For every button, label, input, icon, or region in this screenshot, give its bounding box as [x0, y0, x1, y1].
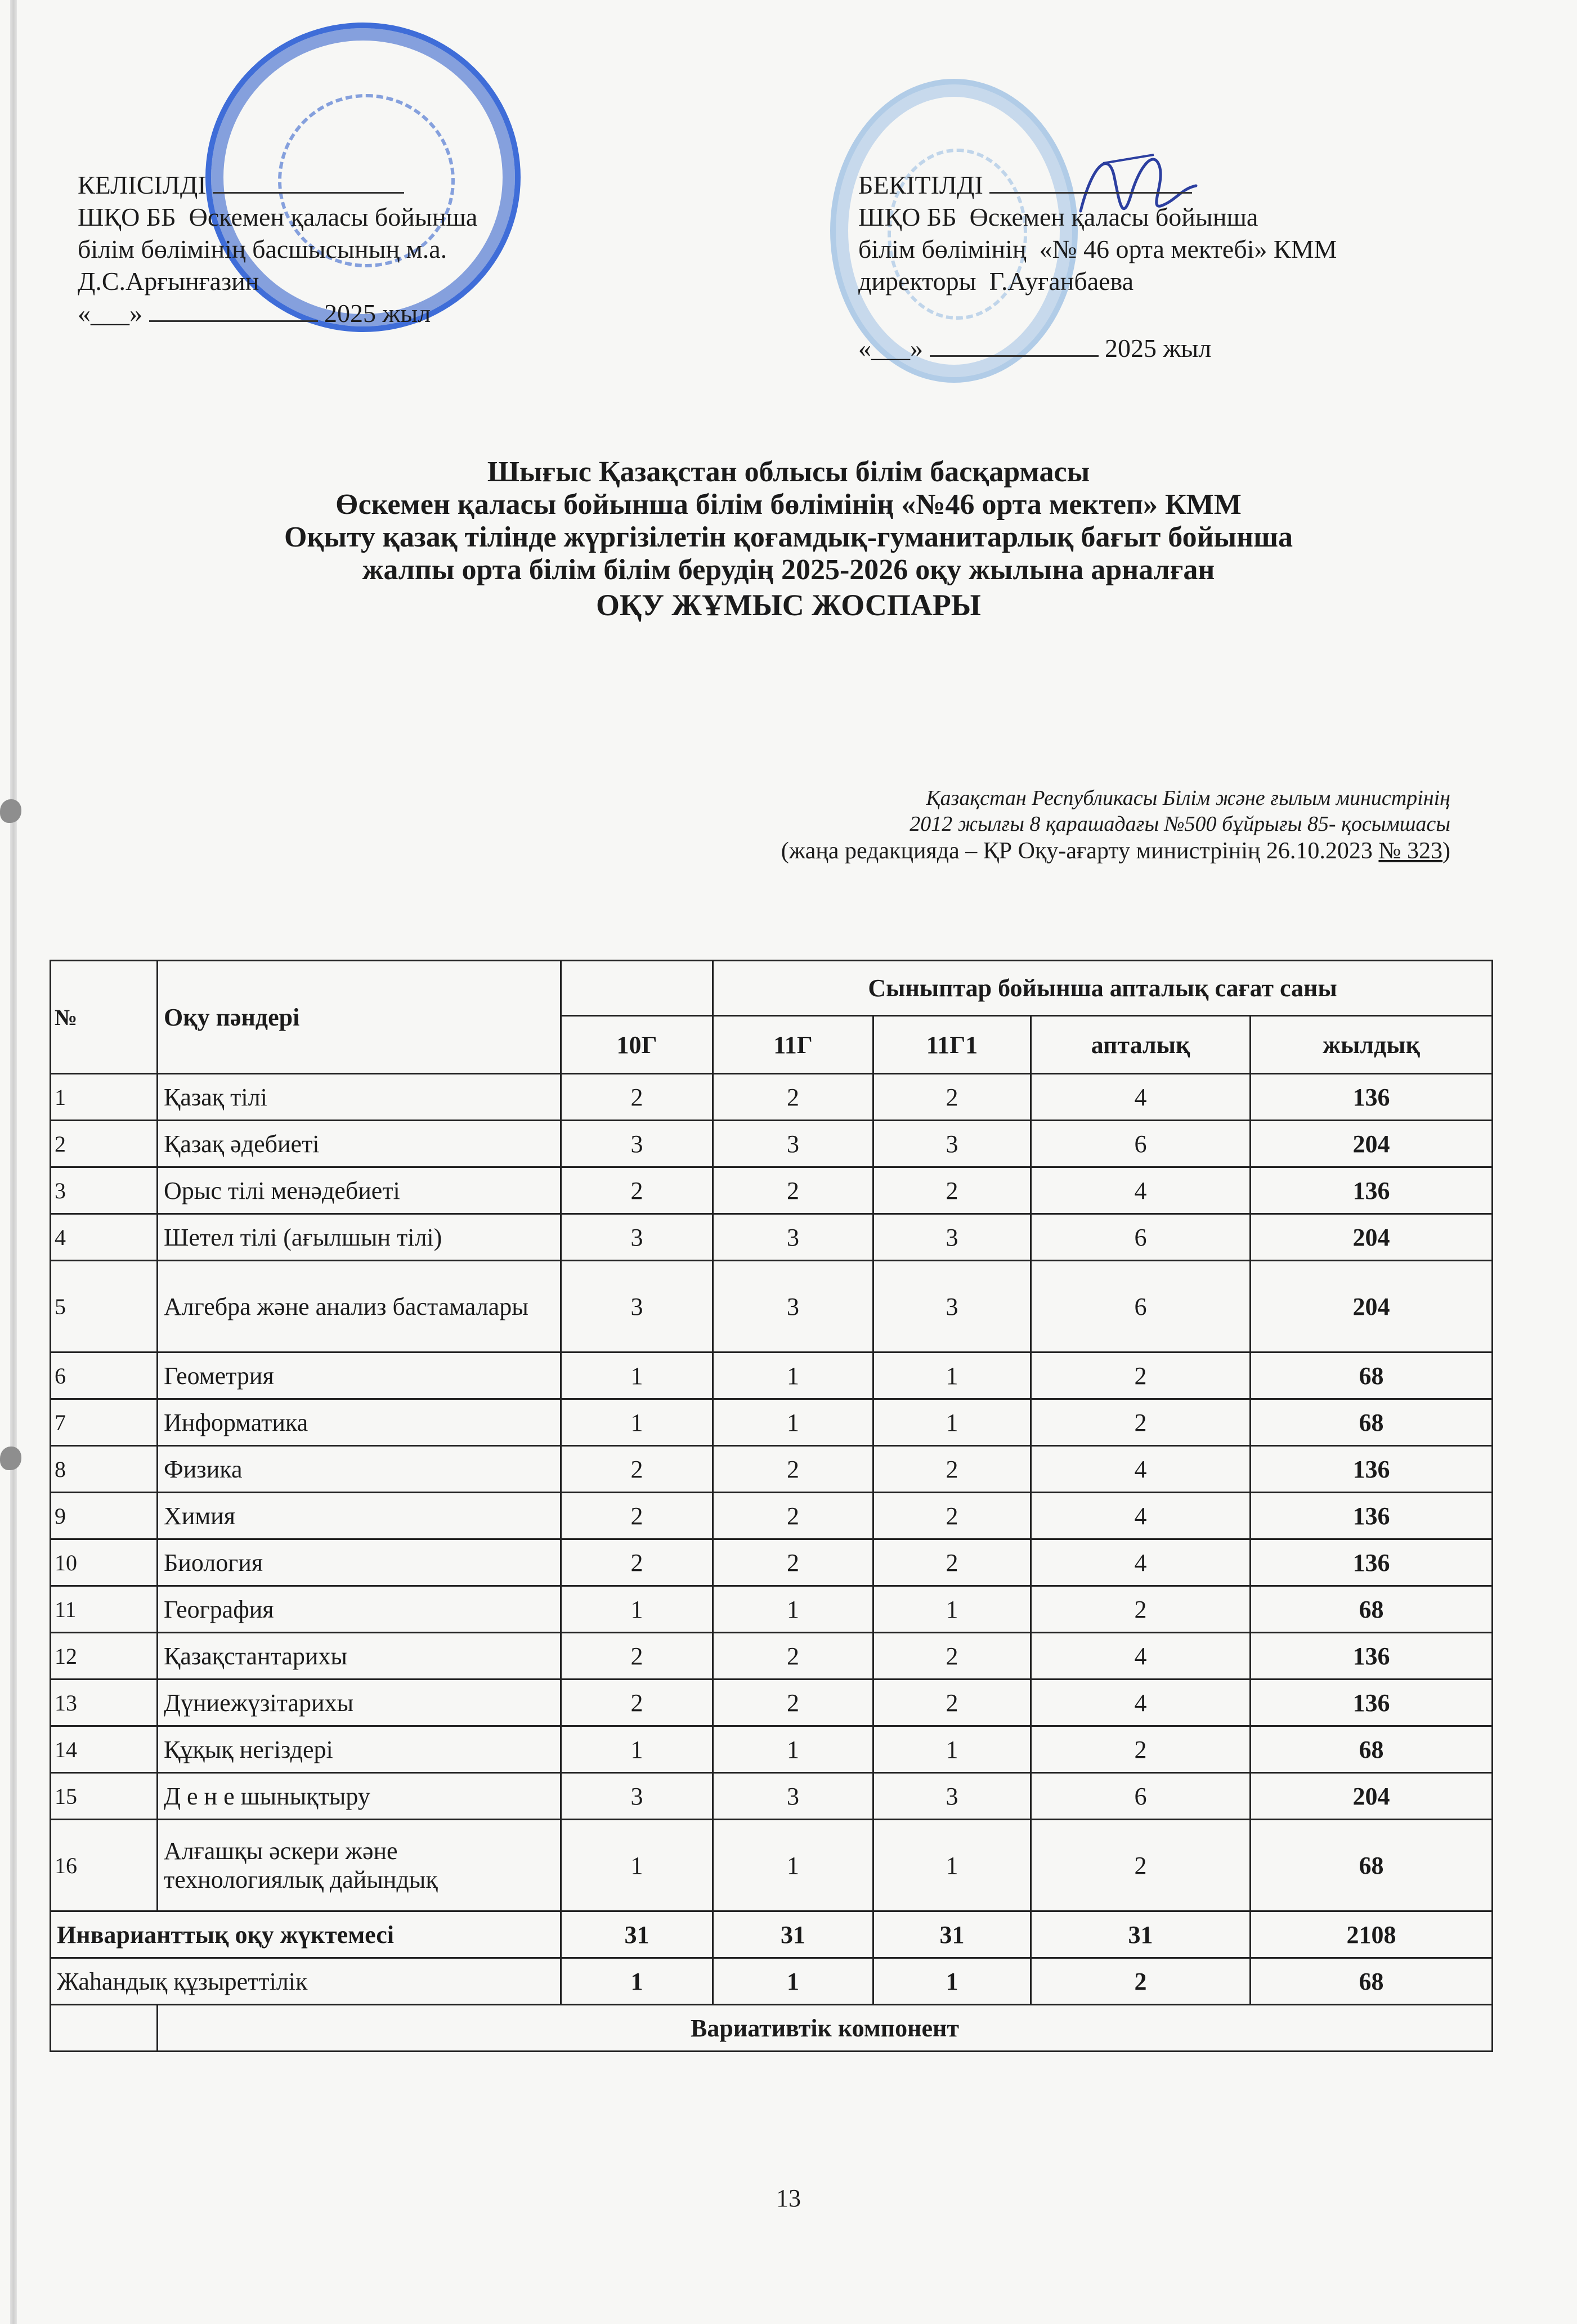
- cell-value: 1: [713, 1820, 873, 1911]
- cell-value: 2: [873, 1074, 1031, 1121]
- cell-value: 1: [873, 1586, 1031, 1633]
- cell-value: 1: [561, 1353, 713, 1399]
- cell-value: 4: [1031, 1167, 1251, 1214]
- table-row: [51, 1446, 1493, 1493]
- cell-value: 31: [561, 1911, 713, 1958]
- cell-subject: Химия: [158, 1493, 561, 1539]
- cell-value: 31: [873, 1911, 1031, 1958]
- table-row: [51, 1261, 1493, 1353]
- cell-value: 2: [873, 1446, 1031, 1493]
- approval-block-agreed: [78, 169, 477, 329]
- title-line: жалпы орта білім білім берудің 2025-2026 оқу жылына арналған: [362, 554, 1215, 586]
- cell-value: 2: [873, 1680, 1031, 1726]
- cell-value: 1: [561, 1586, 713, 1633]
- cell-value: 4: [1031, 1680, 1251, 1726]
- cell-subject: Информатика: [158, 1399, 561, 1446]
- cell-subject: Қазақ әдебиеті: [158, 1121, 561, 1167]
- citation-line: Қазақстан Республикасы Білім және ғылым министрінің: [926, 786, 1450, 810]
- cell-value: 1: [561, 1820, 713, 1911]
- cell-number: 11: [51, 1586, 158, 1633]
- cell-value: 3: [873, 1121, 1031, 1167]
- cell-number: 9: [51, 1493, 158, 1539]
- cell-yearly: 136: [1251, 1539, 1493, 1586]
- cell-yearly: 204: [1251, 1121, 1493, 1167]
- cell-number: 1: [51, 1074, 158, 1121]
- table-row: [51, 1726, 1493, 1773]
- cell-yearly: 136: [1251, 1680, 1493, 1726]
- table-row: [51, 1586, 1493, 1633]
- table-row: [51, 1353, 1493, 1399]
- cell-yearly: 68: [1251, 1958, 1493, 2005]
- cell-value: 4: [1031, 1633, 1251, 1680]
- cell-value: 3: [561, 1261, 713, 1353]
- date-year: 2025 жыл: [1105, 334, 1212, 362]
- cell-value: 1: [561, 1399, 713, 1446]
- cell-subject: Қазақ тілі: [158, 1074, 561, 1121]
- table-row: [51, 1680, 1493, 1726]
- table-row: [51, 1214, 1493, 1261]
- cell-yearly: 204: [1251, 1773, 1493, 1820]
- title-line: Өскемен қаласы бойынша білім бөлімінің «№46 орта мектеп» КММ: [335, 489, 1242, 521]
- cell-value: 1: [873, 1958, 1031, 2005]
- header-number: №: [51, 961, 158, 1074]
- table-row-global: [51, 1958, 1493, 2005]
- order-link[interactable]: № 323: [1378, 838, 1442, 864]
- cell-number: 3: [51, 1167, 158, 1214]
- cell-value: 6: [1031, 1261, 1251, 1353]
- approval-heading: БЕКІТІЛДІ: [858, 171, 983, 199]
- cell-number: 13: [51, 1680, 158, 1726]
- cell-value: 6: [1031, 1121, 1251, 1167]
- table-row: [51, 1399, 1493, 1446]
- cell-value: 3: [561, 1214, 713, 1261]
- cell-subject: Дүниежүзітарихы: [158, 1680, 561, 1726]
- table-row: [51, 1493, 1493, 1539]
- cell-value: 2: [713, 1446, 873, 1493]
- page-number: 13: [776, 2184, 801, 2212]
- title-line: Оқыту қазақ тілінде жүргізілетін қоғамдық-гуманитарлық бағыт бойынша: [284, 521, 1293, 553]
- cell-subject: Орыс тілі менәдебиеті: [158, 1167, 561, 1214]
- cell-value: 2: [713, 1680, 873, 1726]
- cell-number: 14: [51, 1726, 158, 1773]
- cell-value: 3: [561, 1121, 713, 1167]
- cell-value: 4: [1031, 1539, 1251, 1586]
- cell-value: 1: [713, 1958, 873, 2005]
- citation-close: ): [1442, 838, 1450, 864]
- cell-value: 1: [713, 1586, 873, 1633]
- table-row-invariant: [51, 1911, 1493, 1958]
- cell-value: 2: [561, 1493, 713, 1539]
- cell-value: 2: [561, 1167, 713, 1214]
- approval-line: білім бөлімінің «№ 46 орта мектебі» КММ: [858, 235, 1337, 263]
- cell-number: 12: [51, 1633, 158, 1680]
- cell-yearly: 68: [1251, 1586, 1493, 1633]
- cell-value: 2: [713, 1493, 873, 1539]
- cell-value: 4: [1031, 1074, 1251, 1121]
- cell-yearly: 204: [1251, 1261, 1493, 1353]
- cell-value: 3: [713, 1121, 873, 1167]
- cell-value: 2: [873, 1633, 1031, 1680]
- cell-value: 3: [873, 1261, 1031, 1353]
- title-line: Шығыс Қазақстан облысы білім басқармасы: [487, 456, 1090, 488]
- cell-subject: Қазақстантарихы: [158, 1633, 561, 1680]
- row-label: Жаһандық құзыреттілік: [51, 1958, 561, 2005]
- table-row: [51, 1539, 1493, 1586]
- table-row: [51, 1633, 1493, 1680]
- cell-yearly: 68: [1251, 1820, 1493, 1911]
- cell-number: 2: [51, 1121, 158, 1167]
- header-yearly: жылдық: [1251, 1016, 1493, 1074]
- cell-yearly: 136: [1251, 1074, 1493, 1121]
- variative-label: Вариативтік компонент: [158, 2005, 1493, 2052]
- curriculum-table: [50, 960, 1493, 2052]
- cell-blank: [51, 2005, 158, 2052]
- cell-value: 1: [713, 1353, 873, 1399]
- cell-value: 3: [873, 1214, 1031, 1261]
- title-main: ОҚУ ЖҰМЫС ЖОСПАРЫ: [596, 588, 981, 622]
- cell-yearly: 136: [1251, 1446, 1493, 1493]
- cell-value: 4: [1031, 1493, 1251, 1539]
- cell-value: 2: [713, 1167, 873, 1214]
- cell-subject: Алгебра және анализ бастамалары: [158, 1261, 561, 1353]
- header-class-11g1: 11Г1: [873, 1016, 1031, 1074]
- binder-edge: [10, 0, 17, 2324]
- table-row: [51, 1121, 1493, 1167]
- header-weekly-hours-group: Сыныптар бойынша апталық сағат саны: [713, 961, 1493, 1016]
- cell-value: 2: [1031, 1958, 1251, 2005]
- cell-value: 1: [713, 1726, 873, 1773]
- cell-value: 3: [713, 1214, 873, 1261]
- cell-value: 1: [873, 1820, 1031, 1911]
- document-title: [0, 456, 1577, 621]
- row-label: Инварианттық оқу жүктемесі: [51, 1911, 561, 1958]
- header-subject: Оқу пәндері: [158, 961, 561, 1074]
- cell-value: 4: [1031, 1446, 1251, 1493]
- cell-value: 2: [561, 1074, 713, 1121]
- cell-value: 3: [873, 1773, 1031, 1820]
- cell-value: 2: [873, 1493, 1031, 1539]
- cell-yearly: 68: [1251, 1726, 1493, 1773]
- regulation-citation: [781, 785, 1450, 864]
- cell-yearly: 204: [1251, 1214, 1493, 1261]
- cell-value: 1: [873, 1399, 1031, 1446]
- cell-number: 6: [51, 1353, 158, 1399]
- cell-value: 2: [1031, 1726, 1251, 1773]
- approval-line: ШҚО ББ Өскемен қаласы бойынша: [78, 203, 478, 231]
- binder-hole: [0, 1447, 21, 1470]
- cell-number: 10: [51, 1539, 158, 1586]
- cell-number: 7: [51, 1399, 158, 1446]
- cell-value: 3: [561, 1773, 713, 1820]
- approval-heading: КЕЛІСІЛДІ: [78, 171, 207, 199]
- cell-value: 31: [713, 1911, 873, 1958]
- cell-yearly: 68: [1251, 1353, 1493, 1399]
- date-day: «___»: [78, 299, 142, 328]
- cell-value: 2: [713, 1074, 873, 1121]
- cell-value: 1: [561, 1726, 713, 1773]
- cell-subject: Алғашқы әскери және технологиялық дайындық: [158, 1820, 561, 1911]
- cell-value: 2: [1031, 1820, 1251, 1911]
- cell-yearly: 136: [1251, 1493, 1493, 1539]
- cell-value: 1: [873, 1353, 1031, 1399]
- cell-number: 16: [51, 1820, 158, 1911]
- cell-subject: Физика: [158, 1446, 561, 1493]
- approval-block-approved: [858, 169, 1337, 364]
- cell-subject: Геометрия: [158, 1353, 561, 1399]
- cell-value: 6: [1031, 1773, 1251, 1820]
- table-row: [51, 1820, 1493, 1911]
- cell-value: 2: [561, 1446, 713, 1493]
- cell-number: 4: [51, 1214, 158, 1261]
- approval-line: ШҚО ББ Өскемен қаласы бойынша: [858, 203, 1258, 231]
- approval-signer: директоры Г.Ауғанбаева: [858, 267, 1134, 295]
- cell-value: 2: [713, 1539, 873, 1586]
- approval-line: білім бөлімінің басшысының м.а.: [78, 235, 447, 263]
- cell-subject: География: [158, 1586, 561, 1633]
- citation-line: 2012 жылғы 8 қарашадағы №500 бұйрығы 85- қосымшасы: [910, 812, 1450, 836]
- cell-value: 2: [1031, 1586, 1251, 1633]
- cell-subject: Д е н е шынықтыру: [158, 1773, 561, 1820]
- header-blank: [561, 961, 713, 1016]
- cell-yearly: 136: [1251, 1167, 1493, 1214]
- cell-value: 2: [713, 1633, 873, 1680]
- cell-value: 1: [713, 1399, 873, 1446]
- citation-line: (жаңа редакцияда – ҚР Оқу-ағарту министрінің 26.10.2023: [781, 838, 1379, 864]
- cell-value: 31: [1031, 1911, 1251, 1958]
- cell-number: 5: [51, 1261, 158, 1353]
- cell-value: 1: [873, 1726, 1031, 1773]
- date-year: 2025 жыл: [324, 299, 431, 328]
- header-weekly: апталық: [1031, 1016, 1251, 1074]
- date-day: «___»: [858, 334, 923, 362]
- cell-yearly: 136: [1251, 1633, 1493, 1680]
- cell-yearly: 2108: [1251, 1911, 1493, 1958]
- cell-value: 3: [713, 1773, 873, 1820]
- cell-value: 3: [713, 1261, 873, 1353]
- table-row: [51, 1773, 1493, 1820]
- cell-value: 2: [873, 1539, 1031, 1586]
- cell-number: 15: [51, 1773, 158, 1820]
- cell-value: 2: [561, 1633, 713, 1680]
- table-row-variative: [51, 2005, 1493, 2052]
- cell-subject: Құқық негіздері: [158, 1726, 561, 1773]
- cell-value: 2: [873, 1167, 1031, 1214]
- table-row: [51, 1074, 1493, 1121]
- cell-number: 8: [51, 1446, 158, 1493]
- cell-subject: Биология: [158, 1539, 561, 1586]
- cell-yearly: 68: [1251, 1399, 1493, 1446]
- cell-subject: Шетел тілі (ағылшын тілі): [158, 1214, 561, 1261]
- binder-hole: [0, 799, 21, 823]
- cell-value: 2: [1031, 1353, 1251, 1399]
- header-class-11g: 11Г: [713, 1016, 873, 1074]
- cell-value: 6: [1031, 1214, 1251, 1261]
- cell-value: 1: [561, 1958, 713, 2005]
- header-class-10g: 10Г: [561, 1016, 713, 1074]
- cell-value: 2: [1031, 1399, 1251, 1446]
- approval-signer: Д.С.Арғынғазин: [78, 267, 259, 295]
- table-row: [51, 1167, 1493, 1214]
- cell-value: 2: [561, 1680, 713, 1726]
- cell-value: 2: [561, 1539, 713, 1586]
